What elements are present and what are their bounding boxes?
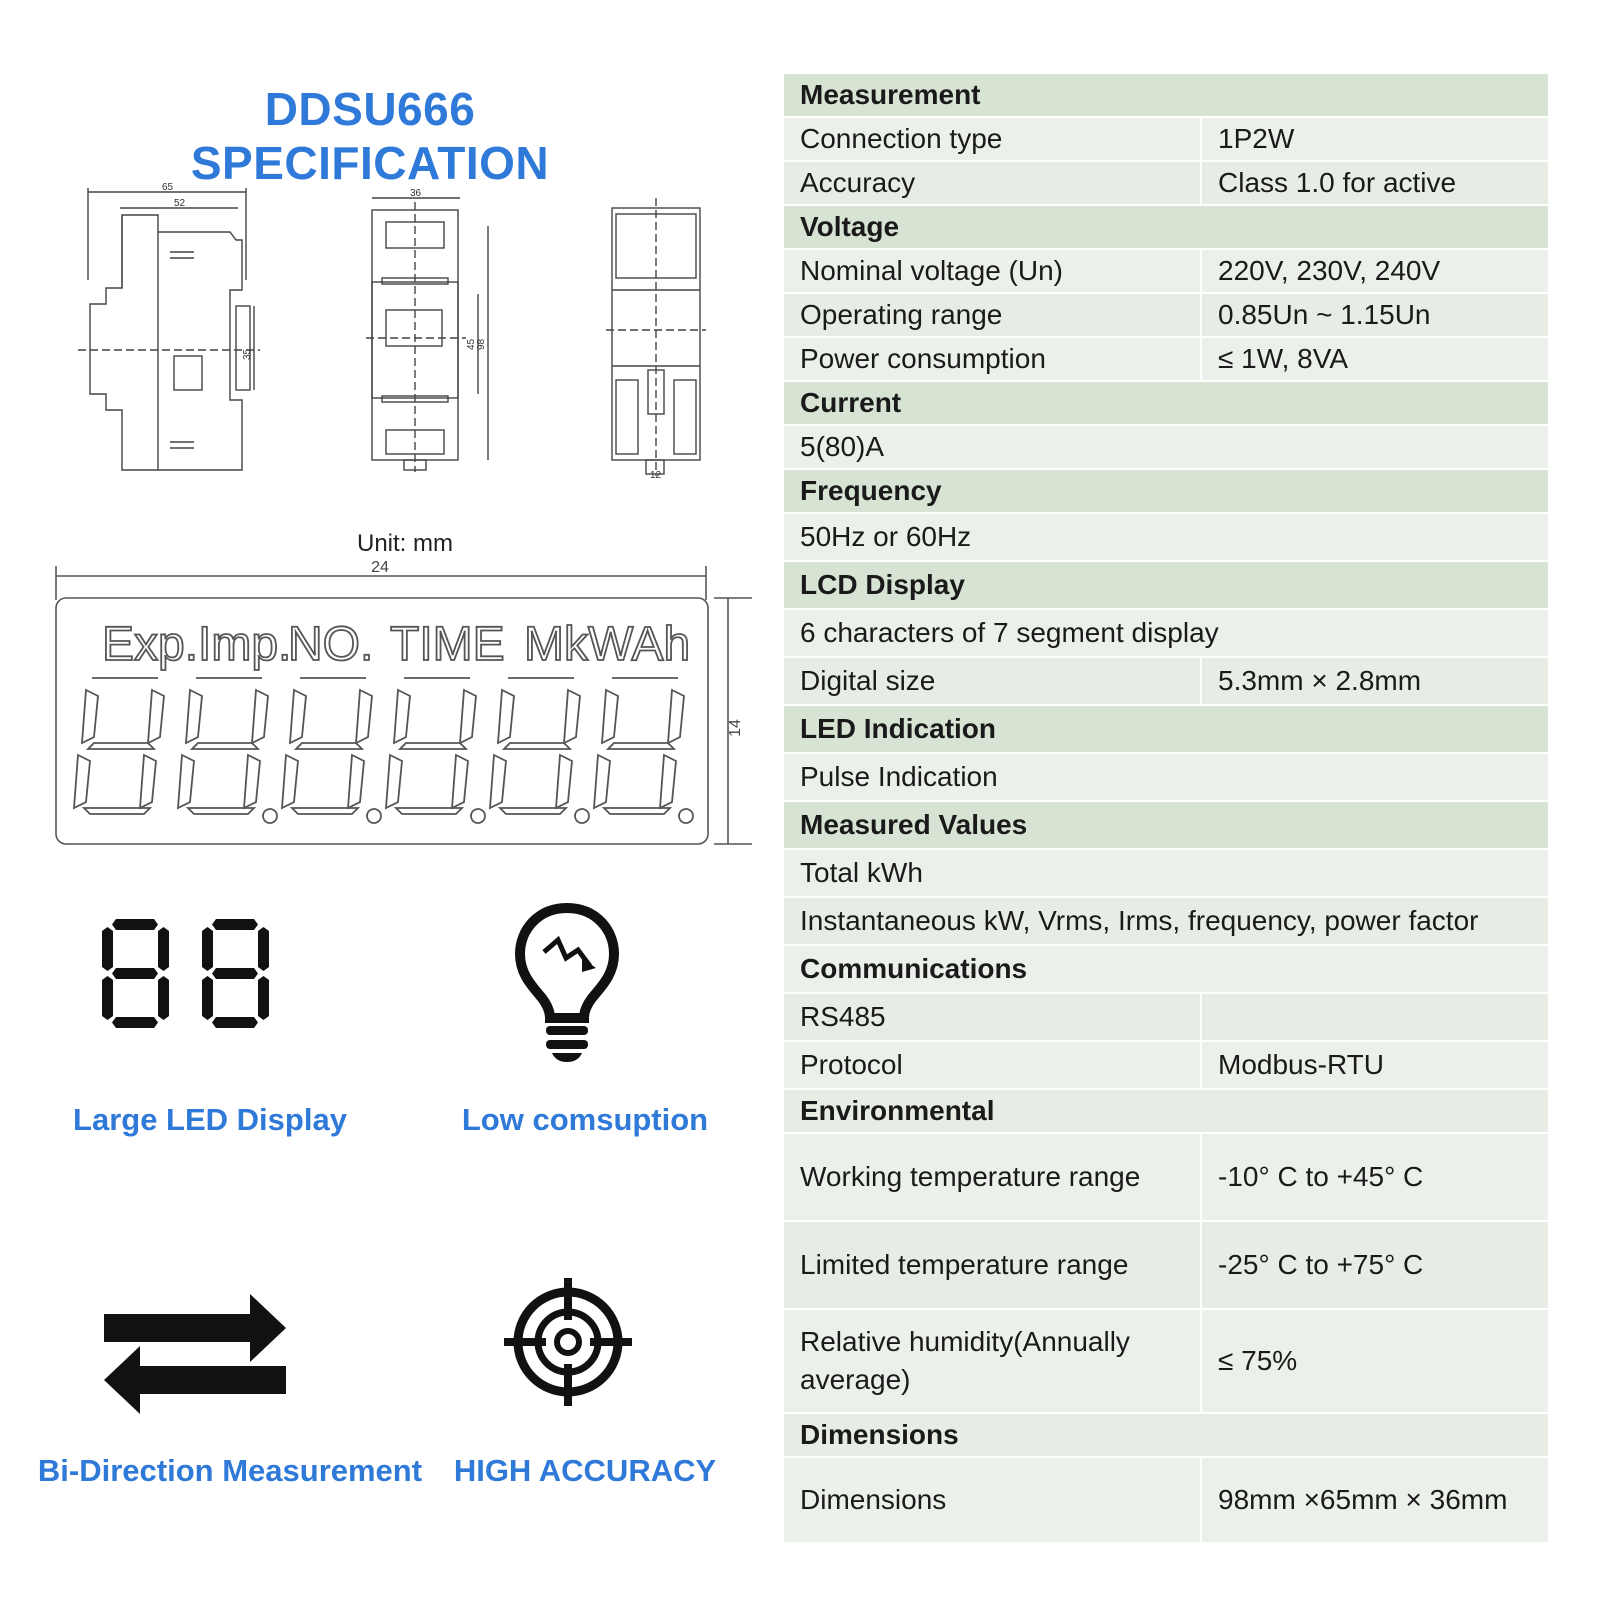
section-communications	[784, 944, 1548, 992]
feature-low-consumption: Low comsuption	[461, 1102, 709, 1137]
section-header: Measured Values	[800, 809, 1028, 840]
spec-label: Connection type	[800, 123, 1003, 154]
dim-label: 12	[650, 470, 662, 481]
bidirectional-arrows-icon	[100, 1292, 290, 1416]
spec-label: Digital size	[800, 665, 936, 696]
spec-value: 6 characters of 7 segment display	[800, 617, 1219, 648]
spec-value: 5.3mm × 2.8mm	[1200, 658, 1548, 704]
spec-value	[1200, 994, 1548, 1040]
section-led-indication	[784, 704, 1548, 752]
section-dimensions	[784, 1412, 1548, 1456]
lcd-digit	[178, 678, 277, 823]
table-row	[784, 1220, 1548, 1308]
spec-value: Class 1.0 for active	[1200, 162, 1548, 204]
section-header: Measurement	[800, 79, 981, 110]
icon-segment	[102, 927, 113, 971]
lcd-indicator-imp: Imp.	[198, 618, 292, 671]
front-view-drawing	[78, 188, 260, 470]
section-header: Frequency	[800, 475, 942, 506]
table-row	[784, 424, 1548, 468]
lcd-segment	[252, 690, 268, 743]
dim-label: 36	[410, 188, 422, 199]
spec-label: RS485	[800, 1001, 886, 1032]
spec-value: Instantaneous kW, Vrms, Irms, frequency, power factor	[800, 905, 1479, 936]
lcd-segment	[296, 743, 362, 749]
lcd-segment	[400, 743, 466, 749]
icon-segment	[212, 1017, 258, 1028]
spec-label: Dimensions	[800, 1484, 947, 1515]
table-row	[784, 992, 1548, 1040]
icon-segment	[112, 1017, 158, 1028]
spec-value: 50Hz or 60Hz	[800, 521, 972, 552]
icon-segment	[112, 968, 158, 979]
spec-label: Power consumption	[800, 343, 1046, 374]
lcd-decimal-point	[575, 809, 589, 823]
lcd-segment	[148, 690, 164, 743]
table-row	[784, 336, 1548, 380]
lcd-segment	[186, 690, 202, 743]
spec-label: Nominal voltage (Un)	[800, 255, 1063, 286]
spec-label: Working temperature range	[800, 1161, 1141, 1192]
lcd-segment	[348, 755, 364, 808]
lcd-segment	[504, 743, 570, 749]
icon-segment	[202, 927, 213, 971]
lcd-segment	[74, 755, 90, 808]
side-view-drawing	[366, 198, 488, 472]
page-title: DDSU666 SPECIFICATION	[190, 83, 550, 189]
lcd-height-label: 14	[727, 719, 744, 737]
table-row	[784, 656, 1548, 704]
spec-value: ≤ 75%	[1200, 1310, 1548, 1412]
spec-value: 98mm ×65mm × 36mm	[1200, 1458, 1548, 1542]
lcd-segment	[178, 755, 194, 808]
spec-value: -10° C to +45° C	[1200, 1134, 1548, 1220]
lcd-segment	[452, 755, 468, 808]
lcd-decimal-point	[367, 809, 381, 823]
section-environmental	[784, 1088, 1548, 1132]
icon-segment	[212, 968, 258, 979]
lcd-digit	[386, 678, 485, 823]
lcd-segment	[498, 690, 514, 743]
spec-value: Total kWh	[800, 857, 923, 888]
lcd-segment	[490, 755, 506, 808]
table-row	[784, 752, 1548, 800]
table-row	[784, 1132, 1548, 1220]
table-row	[784, 116, 1548, 160]
section-lcd-display	[784, 560, 1548, 608]
spec-label: Relative humidity(Annually average)	[800, 1326, 1130, 1395]
spec-value: -25° C to +75° C	[1200, 1222, 1548, 1308]
lcd-digit	[74, 678, 164, 814]
lcd-segment	[356, 690, 372, 743]
feature-high-accuracy: HIGH ACCURACY	[453, 1453, 717, 1488]
lcd-segment	[460, 690, 476, 743]
section-header: Dimensions	[800, 1419, 959, 1450]
lcd-decimal-point	[263, 809, 277, 823]
table-row	[784, 512, 1548, 560]
lightbulb-icon	[512, 902, 622, 1066]
icon-segment	[202, 976, 213, 1020]
section-measurement	[784, 72, 1548, 116]
table-row	[784, 160, 1548, 204]
spec-value: Pulse Indication	[800, 761, 998, 792]
lcd-segment	[556, 755, 572, 808]
lcd-digit	[282, 678, 381, 823]
spec-value: 220V, 230V, 240V	[1200, 250, 1548, 292]
section-header: Voltage	[800, 211, 900, 242]
lcd-segment	[564, 690, 580, 743]
icon-segment	[158, 976, 169, 1020]
lcd-display-drawing	[50, 560, 760, 870]
dim-label: 35	[242, 348, 253, 360]
dim-label: 45	[466, 338, 477, 350]
spec-value: 5(80)A	[800, 431, 885, 462]
spec-label: Limited temperature range	[800, 1249, 1129, 1280]
feature-large-led-display: Large LED Display	[73, 1102, 347, 1137]
lcd-segment	[244, 755, 260, 808]
dim-label: 98	[476, 338, 487, 350]
lcd-indicator-time: TIME	[390, 618, 505, 671]
section-frequency	[784, 468, 1548, 512]
spec-value: ≤ 1W, 8VA	[1200, 338, 1548, 380]
lcd-segment	[668, 690, 684, 743]
section-voltage	[784, 204, 1548, 248]
table-row	[784, 896, 1548, 944]
icon-segment	[102, 976, 113, 1020]
icon-segment	[112, 919, 158, 930]
lcd-digits	[74, 678, 693, 823]
section-current	[784, 380, 1548, 424]
lcd-segment	[386, 755, 402, 808]
lcd-digit	[490, 678, 589, 823]
table-row	[784, 608, 1548, 656]
dim-label: 65	[162, 182, 174, 193]
lcd-indicator-exp: Exp.	[102, 618, 199, 671]
seven-segment-icon	[100, 915, 280, 1035]
rear-view-drawing	[606, 198, 706, 476]
lcd-width-label: 24	[371, 560, 389, 576]
table-row	[784, 292, 1548, 336]
lcd-digit	[594, 678, 693, 823]
lcd-segment	[282, 755, 298, 808]
table-row	[784, 1308, 1548, 1412]
specification-table	[784, 72, 1548, 1542]
table-row	[784, 848, 1548, 896]
icon-segment	[258, 976, 269, 1020]
lcd-segment	[140, 755, 156, 808]
section-header: Current	[800, 387, 902, 418]
spec-value: 1P2W	[1200, 118, 1548, 160]
lcd-decimal-point	[471, 809, 485, 823]
section-measured-values	[784, 800, 1548, 848]
table-row	[784, 1456, 1548, 1542]
lcd-segment	[594, 755, 610, 808]
lcd-segment	[290, 690, 306, 743]
spec-label: Protocol	[800, 1049, 903, 1080]
dim-label: 52	[174, 198, 186, 209]
lcd-segment	[608, 743, 674, 749]
lcd-indicator-no: NO.	[288, 618, 374, 671]
lcd-decimal-point	[679, 809, 693, 823]
table-row	[784, 248, 1548, 292]
lcd-segment	[82, 690, 98, 743]
section-header: LED Indication	[800, 713, 996, 744]
section-header: LCD Display	[800, 569, 965, 600]
spec-label: Accuracy	[800, 167, 916, 198]
spec-value: 0.85Un ~ 1.15Un	[1200, 294, 1548, 336]
icon-segment	[212, 919, 258, 930]
unit-label: Unit: mm	[357, 530, 453, 557]
icon-segment	[158, 927, 169, 971]
section-header: Communications	[800, 953, 1028, 984]
lcd-segment	[660, 755, 676, 808]
section-header: Environmental	[800, 1095, 995, 1126]
icon-segment	[258, 927, 269, 971]
table-row	[784, 1040, 1548, 1088]
lcd-segment	[394, 690, 410, 743]
spec-value: Modbus-RTU	[1200, 1042, 1548, 1088]
technical-drawings	[70, 180, 750, 490]
spec-label: Operating range	[800, 299, 1003, 330]
target-icon	[504, 1278, 632, 1406]
lcd-segment	[192, 743, 258, 749]
lcd-segment	[602, 690, 618, 743]
lcd-indicator-mkwah: MkWAh	[524, 618, 691, 671]
feature-bi-direction-measurement: Bi-Direction Measurement	[37, 1453, 423, 1488]
lcd-segment	[88, 743, 154, 749]
